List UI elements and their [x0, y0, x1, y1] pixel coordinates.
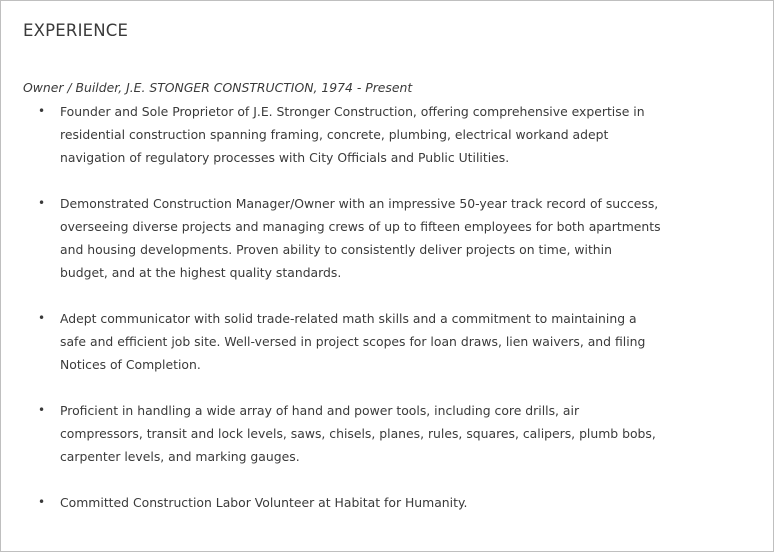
job-heading: Owner / Builder, J.E. STONGER CONSTRUCTION, 1974 - Present: [23, 80, 413, 95]
bullet-icon: •: [38, 196, 46, 210]
experience-bullet: [23, 491, 663, 514]
bullet-text: Adept communicator with solid trade-related math skills and a commitment to maintaining a safe and efficient job site. Well-versed in project scopes for loan draws, lien waivers, and filing Notices of Completion.: [60, 311, 646, 372]
experience-bullet: [23, 192, 663, 284]
bullet-icon: •: [38, 403, 46, 417]
bullet-text: Founder and Sole Proprietor of J.E. Stronger Construction, offering comprehensive expertise in residential construction spanning framing, concrete, plumbing, electrical workand adept navigation of regulatory processes with City Officials and Public Utilities.: [60, 104, 645, 165]
section-title: EXPERIENCE: [23, 21, 129, 40]
bullet-icon: •: [38, 311, 46, 325]
experience-bullet-list: [23, 100, 663, 514]
bullet-text: Proficient in handling a wide array of hand and power tools, including core drills, air compressors, transit and lock levels, saws, chisels, planes, rules, squares, calipers, plumb bobs, carpenter levels, and marking gauges.: [60, 403, 656, 464]
experience-bullet: [23, 307, 663, 376]
bullet-icon: •: [38, 495, 46, 509]
experience-bullet: [23, 100, 663, 169]
bullet-text: Demonstrated Construction Manager/Owner with an impressive 50-year track record of success, overseeing diverse projects and managing crews of up to fifteen employees for both apartments and housing developments. Proven ability to consistently deliver projects on time, within budget, and at the highest quality standards.: [60, 196, 661, 280]
experience-bullet: [23, 399, 663, 468]
bullet-icon: •: [38, 104, 46, 118]
bullet-text: Committed Construction Labor Volunteer at Habitat for Humanity.: [60, 495, 468, 510]
